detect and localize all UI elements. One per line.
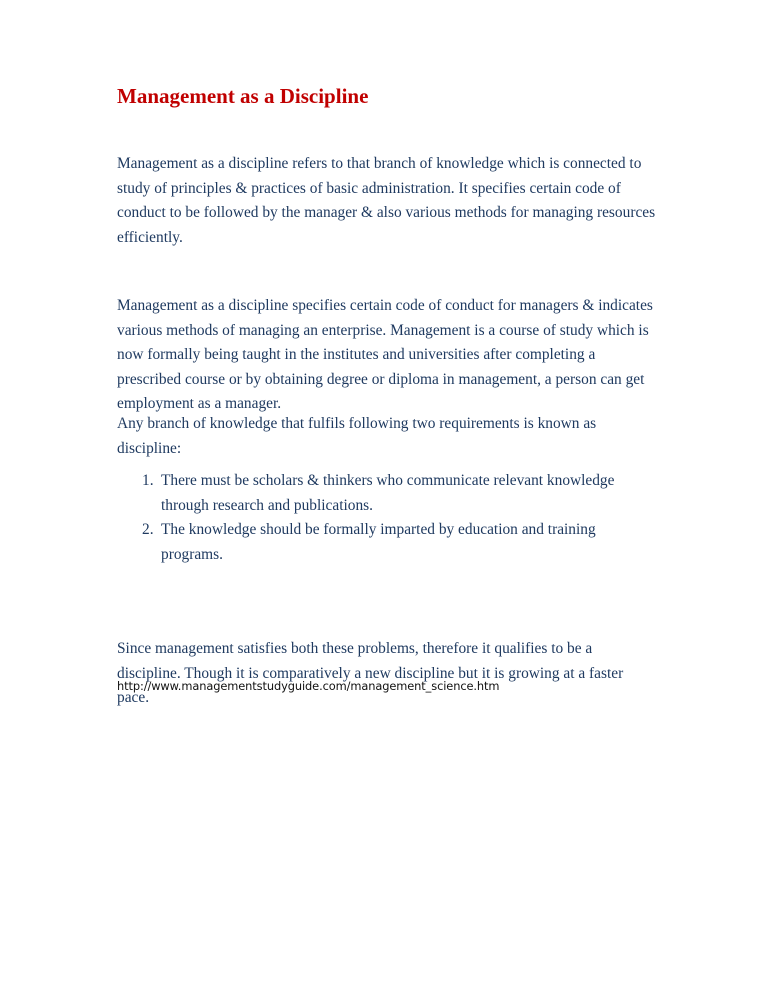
list-number: 2. bbox=[142, 521, 154, 538]
requirement-text: The knowledge should be formally imparted by education and training programs. bbox=[161, 521, 596, 563]
list-number: 1. bbox=[142, 472, 154, 489]
requirement-item bbox=[117, 518, 657, 567]
paragraph-requirements-intro: Any branch of knowledge that fulfils following two requirements is known as discipline: bbox=[117, 415, 597, 457]
requirements-list bbox=[117, 469, 657, 567]
requirement-text: There must be scholars & thinkers who communicate relevant knowledge through research and publications. bbox=[161, 472, 615, 514]
requirement-item bbox=[117, 469, 657, 518]
paragraph-code-of-conduct: Management as a discipline specifies certain code of conduct for managers & indicates various methods of managing an enterprise. Management is a course of study which is now formally being taught in the institutes and universities after completing a prescribed course or by obtaining degree or diploma in management, a person can get employment as a manager. bbox=[117, 297, 653, 412]
document-title: Management as a Discipline bbox=[117, 84, 369, 108]
paragraph-definition: Management as a discipline refers to that branch of knowledge which is connected to study of principles & practices of basic administration. It specifies certain code of conduct to be followed by the manager & also various methods for managing resources efficiently. bbox=[117, 155, 656, 246]
paragraph-conclusion: Since management satisfies both these problems, therefore it qualifies to be a discipline. Though it is comparatively a new discipline but it is growing at a faster pace. bbox=[117, 640, 624, 706]
source-url-link[interactable]: http://www.managementstudyguide.com/management_science.htm bbox=[117, 679, 500, 693]
